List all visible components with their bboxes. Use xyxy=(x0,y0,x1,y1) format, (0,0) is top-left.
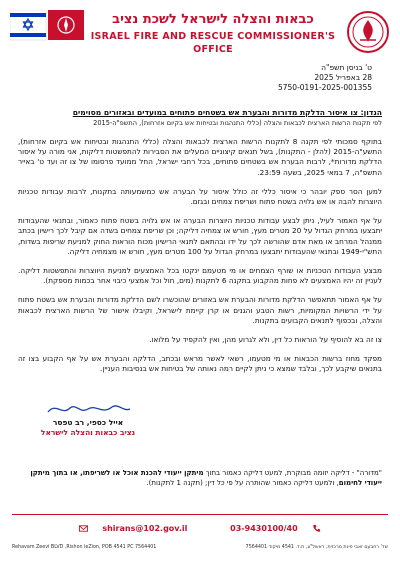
paragraph: בתוקף סמכותי לפי תקנה 8 לתקנות הרשות הארצית לכבאות והצלה (כללי התנהגות ובטיחות אש בקיום אזרחות), התשע"ה-2015 (להלן - התקנות), בשל תנאים קיצוניים המעלים את הסבירות להתפשטות דליקות, אני מורה על איסור הדלקת מדורות*, לרבות הבערת אש בשטחים פתוחים, בכל רחבי ישראל, החל ממועד פרסומו של צו זה ועד ט' באייר התשפ"ה, 7 במאי 2025, בשעה 23:59. xyxy=(18,137,382,177)
hebrew-date: ט' בניסן תשפ"ה xyxy=(321,63,372,72)
paragraph: על אף האמור לעיל, ניתן לבצע עבודות טכניות היוצרות הבערה או אש גלויה בשטח פתוח כאמור, ובתנאי שהעבודות יתבצעו במרחק הגדול על 20 מטרים מעץ, חורש או צמחיה דליקה; וכן שריפת צמחים בשדה אם קיבל לכך רישיון בכתב ממנהל המרחב או מאת אדם שהורשה לכך על ידו ובהתאם לתנאי הרישיון מכוח הוראות החוק למניעת שריפות בשדות, התש"י-1949 ובתנאי שהעבודות יתבצעו במרחק הגדול על 100 מטרים מעץ, חורש או מצמחיה דליקה. xyxy=(18,216,382,256)
paragraph: מפקד מחוז ברשות הכבאות או מי מטעמו, רשאי לאשר מראש ובכתב, הדלקה והבערת אש על אף הקבוע בצו זה בתנאים שיקבע לכך, ובלבד שמצא כי ניתן לקיים רמה נאותה של בטיחות אש בנסיבות העניין. xyxy=(18,354,382,374)
israel-flag-logo xyxy=(10,10,84,48)
email-icon xyxy=(79,524,88,533)
address-he: שד' רחבעם זאבי פינת מרכזית, ראשל"צ, ת.ד. 4541 מיקוד 7564401 xyxy=(245,545,388,550)
email-address[interactable]: shirans@102.gov.il xyxy=(102,524,188,533)
signatory-name: אייל כספי, רב טפסר xyxy=(52,418,124,427)
letterhead-text xyxy=(90,12,336,56)
address-en: Rehavam Zeevi BLVD ,Rishon leZion, POB 4541 PC 7564401 xyxy=(12,545,157,550)
footnote-bold-text: מיתקן ייעודי להכנת אוכל או לשריפתו, או בתוך מיתקן ייעודי לחימום xyxy=(30,469,382,487)
letter-body xyxy=(18,108,382,375)
paragraph: למען הסר ספק יובהר כי איסור כללי זה כולל איסור על הבערה אש כמשמעותה בתקנות, לרבות עבודות טכניות היוצרות להבה או אש גלויה בשטח פתוח ושריפת צמחים ובגזם. xyxy=(18,186,382,207)
email-contact xyxy=(77,524,198,533)
subject-subline: לפי תקנות הרשות הארצית לכבאות והצלה (כללי התנהגות ובטיחות אש בקיום אזרחות), התשפ"ה-2015 xyxy=(93,119,382,127)
subject-line: הנדון: צו איסור הדלקת מדורות והבערת אש בשטחים פתוחים במועדים ובאזורים מסוימים xyxy=(72,108,382,117)
phone-contact xyxy=(220,524,323,533)
paragraph: צו זה בא להוסיף על הוראות כל דין, ולא לגרוע מהן, ואין להקפיד על מלואו. xyxy=(149,335,382,345)
letter-meta xyxy=(172,63,372,93)
handwritten-signature xyxy=(28,400,148,418)
reference-number: 5750-0191-2025-001355 xyxy=(277,83,372,92)
phone-number[interactable]: 03-9430100/40 xyxy=(230,524,298,533)
letterhead-title-en: ISRAEL FIRE AND RESCUE COMMISSIONER'S OFFICE xyxy=(90,31,336,55)
footer-divider xyxy=(12,514,388,515)
letterhead-title-he: כבאות והצלה לישראל לשכת נציב xyxy=(112,12,314,27)
letterhead xyxy=(10,10,390,56)
footnote-text-end: , ולמעט דליקה כאמור שהותרה על פי כל דין; (תקנה 1 לתקנות). xyxy=(146,479,339,487)
footnote-text: "מדורה" - דליקה יזומה מבוקרת, למעט דליקה כאמור בתוך xyxy=(203,469,382,477)
footnote xyxy=(18,468,382,488)
gregorian-date: 28 באפריל 2025 xyxy=(314,73,372,82)
paragraph: על אף האמור תתאפשר הדלקת מדורות והבערת אש באזורים שהוכשרו לשם הדלקת מדורות והבערת אש בשטח פתוח על ידי הרשויות המקומיות, רשות הטבע והגנים או קרן קיימת לישראל, וקיבלו אישור של הרשות הארצית לכבאות והצלה, ובכפוף לתנאים הקבועים בתקנות. xyxy=(18,295,382,325)
signature-block xyxy=(28,400,148,438)
phone-icon xyxy=(312,524,321,533)
fire-rescue-emblem-icon xyxy=(346,10,390,54)
paragraph: מבצע העבודות הטכניות או שורף הצמחים או מי מטעמם ינקטו בכל האמצעים למניעת היווצרות והתפשטות דליקה. לעניין זה יהיו האמצעים לא פחות מהקבוע בתקנה 6 לתקנות (מים, חול וכל אמצעי כיבוי אחר בכמות מספקת). xyxy=(18,266,382,286)
footer-contacts xyxy=(0,524,400,533)
footer-address xyxy=(12,545,388,550)
signatory-title: נציב כבאות והצלה לישראל xyxy=(40,428,136,437)
